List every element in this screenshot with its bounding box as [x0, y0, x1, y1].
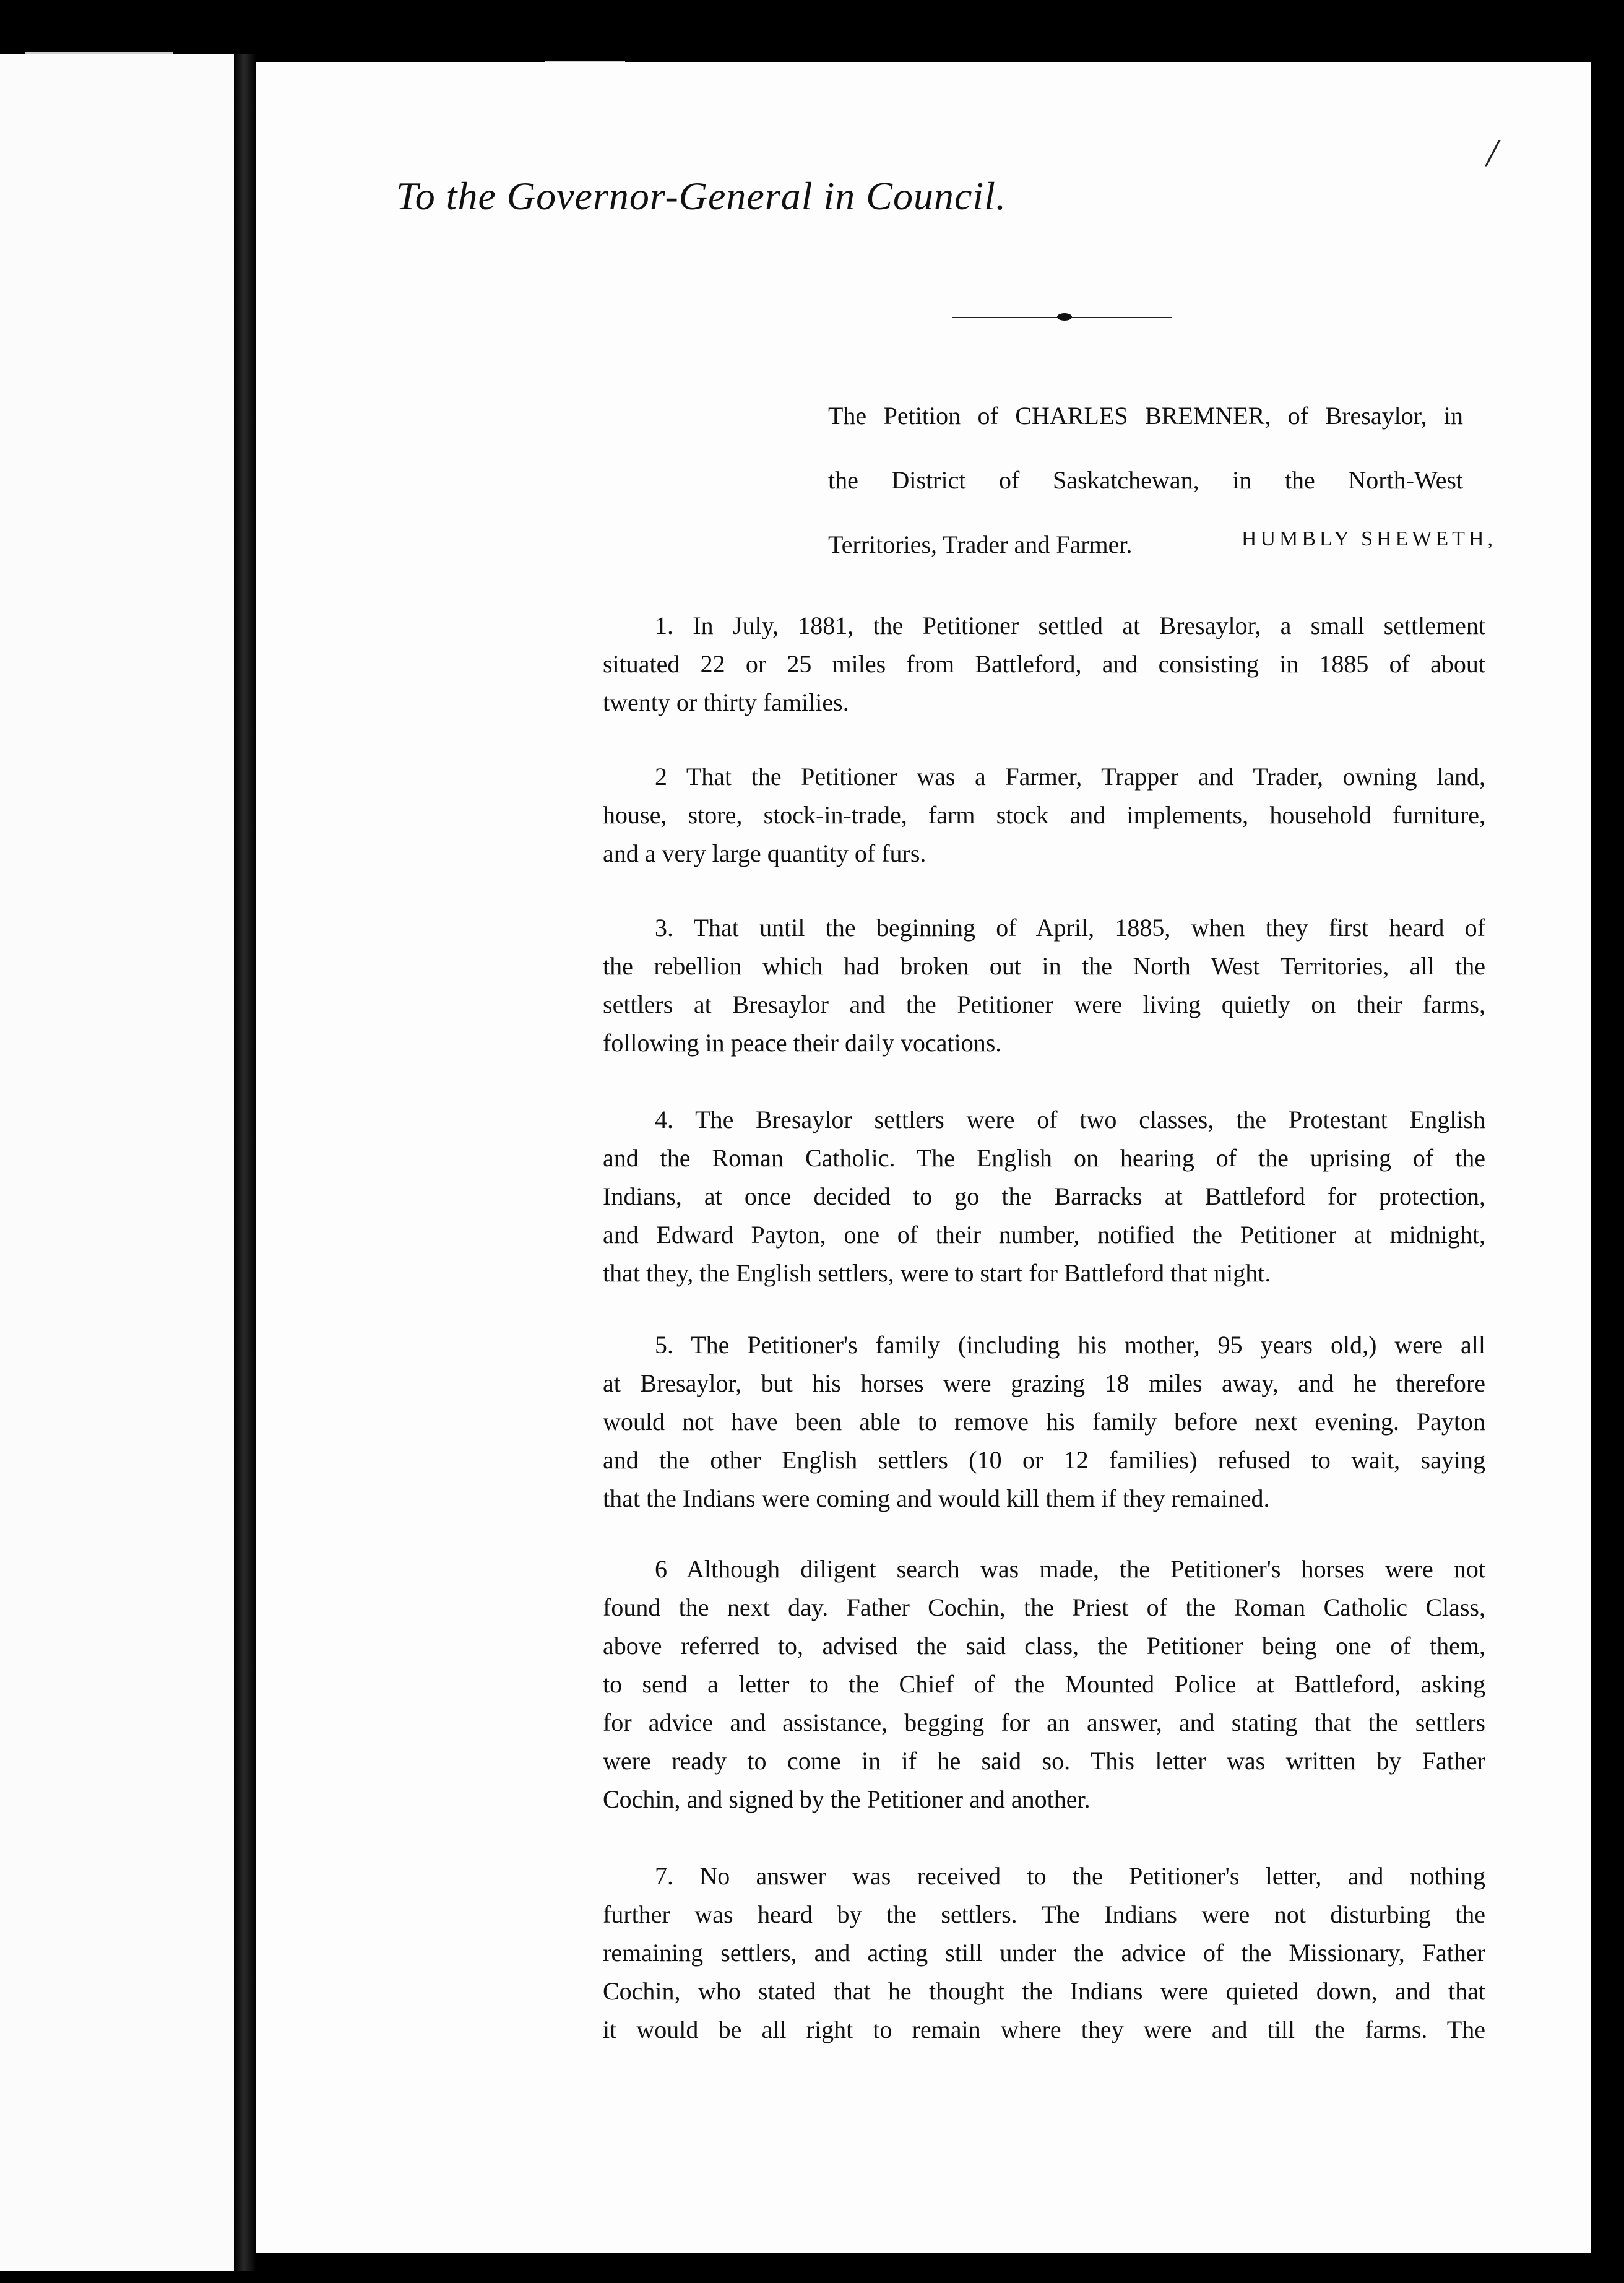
- paragraph-line: 2 That the Petitioner was a Farmer, Trapper and Trader, owning land,: [655, 763, 1485, 791]
- page-number: /: [1487, 131, 1498, 175]
- paragraph-7: [603, 1857, 1485, 2049]
- paragraph-line: at Bresaylor, but his horses were grazing 18 miles away, and he therefore: [603, 1369, 1485, 1397]
- paragraph-line: following in peace their daily vocations.: [603, 1029, 1002, 1057]
- petition-line: Territories, Trader and Farmer.: [828, 531, 1133, 558]
- paragraph-line: the rebellion which had broken out in the North West Territories, all the: [603, 952, 1485, 980]
- petition-line: the District of Saskatchewan, in the North-West: [828, 466, 1463, 494]
- paragraph-line: remaining settlers, and acting still under the advice of the Missionary, Father: [603, 1939, 1485, 1967]
- paragraph-1: [603, 607, 1485, 722]
- paragraph-line: Cochin, who stated that he thought the Indians were quieted down, and that: [603, 1977, 1485, 2005]
- paragraph-line: 6 Although diligent search was made, the Petitioner's horses were not: [655, 1555, 1485, 1583]
- paragraph-line: to send a letter to the Chief of the Mounted Police at Battleford, asking: [603, 1670, 1485, 1698]
- paragraph-line: 1. In July, 1881, the Petitioner settled at Bresaylor, a small settlement: [655, 612, 1485, 639]
- paragraph-2: [603, 758, 1485, 873]
- paragraph-line: 5. The Petitioner's family (including his mother, 95 years old,) were all: [655, 1331, 1485, 1359]
- paragraph-line: that they, the English settlers, were to start for Battleford that night.: [603, 1259, 1271, 1287]
- paragraph-line: further was heard by the settlers. The Indians were not disturbing the: [603, 1900, 1485, 1928]
- paragraph-line: 4. The Bresaylor settlers were of two classes, the Protestant English: [655, 1106, 1485, 1133]
- paragraph-line: and the other English settlers (10 or 12 families) refused to wait, saying: [603, 1446, 1485, 1474]
- humbly-sheweth: HUMBLY SHEWETH,: [1241, 527, 1497, 550]
- paragraph-5: [603, 1326, 1485, 1518]
- paragraph-line: above referred to, advised the said class, the Petitioner being one of them,: [603, 1632, 1485, 1660]
- paragraph-3: [603, 909, 1485, 1062]
- paragraph-line: 7. No answer was received to the Petitioner's letter, and nothing: [655, 1862, 1485, 1890]
- paragraph-line: would not have been able to remove his family before next evening. Payton: [603, 1408, 1485, 1436]
- paragraph-line: and a very large quantity of furs.: [603, 839, 926, 867]
- paragraph-line: for advice and assistance, begging for an answer, and stating that the settlers: [603, 1709, 1485, 1736]
- paragraph-4: [603, 1101, 1485, 1293]
- petition-line: The Petition of CHARLES BREMNER, of Bresaylor, in: [828, 402, 1463, 430]
- paragraph-6: [603, 1550, 1485, 1819]
- ornamental-rule: [952, 313, 1172, 322]
- paragraph-line: settlers at Bresaylor and the Petitioner were living quietly on their farms,: [603, 990, 1485, 1018]
- paragraph-line: were ready to come in if he said so. This letter was written by Father: [603, 1747, 1485, 1775]
- left-facing-page: [0, 54, 234, 2271]
- paragraph-line: house, store, stock-in-trade, farm stock and implements, household furniture,: [603, 801, 1485, 829]
- paragraph-line: 3. That until the beginning of April, 1885, when they first heard of: [655, 914, 1485, 942]
- addressee-heading: To the Governor-General in Council.: [396, 174, 1006, 218]
- paragraph-line: Indians, at once decided to go the Barracks at Battleford for protection,: [603, 1182, 1485, 1210]
- document-page: [256, 62, 1591, 2253]
- paragraph-line: situated 22 or 25 miles from Battleford, and consisting in 1885 of about: [603, 650, 1485, 678]
- paragraph-line: Cochin, and signed by the Petitioner and another.: [603, 1785, 1091, 1813]
- paragraph-line: it would be all right to remain where they were and till the farms. The: [603, 2016, 1485, 2043]
- paragraph-line: that the Indians were coming and would kill them if they remained.: [603, 1484, 1270, 1512]
- book-gutter: [234, 54, 256, 2271]
- paragraph-line: and Edward Payton, one of their number, notified the Petitioner at midnight,: [603, 1221, 1485, 1249]
- paragraph-line: twenty or thirty families.: [603, 688, 849, 716]
- paragraph-line: and the Roman Catholic. The English on hearing of the uprising of the: [603, 1144, 1485, 1172]
- scan-edge-mark: [25, 52, 173, 54]
- paragraph-line: found the next day. Father Cochin, the Priest of the Roman Catholic Class,: [603, 1593, 1485, 1621]
